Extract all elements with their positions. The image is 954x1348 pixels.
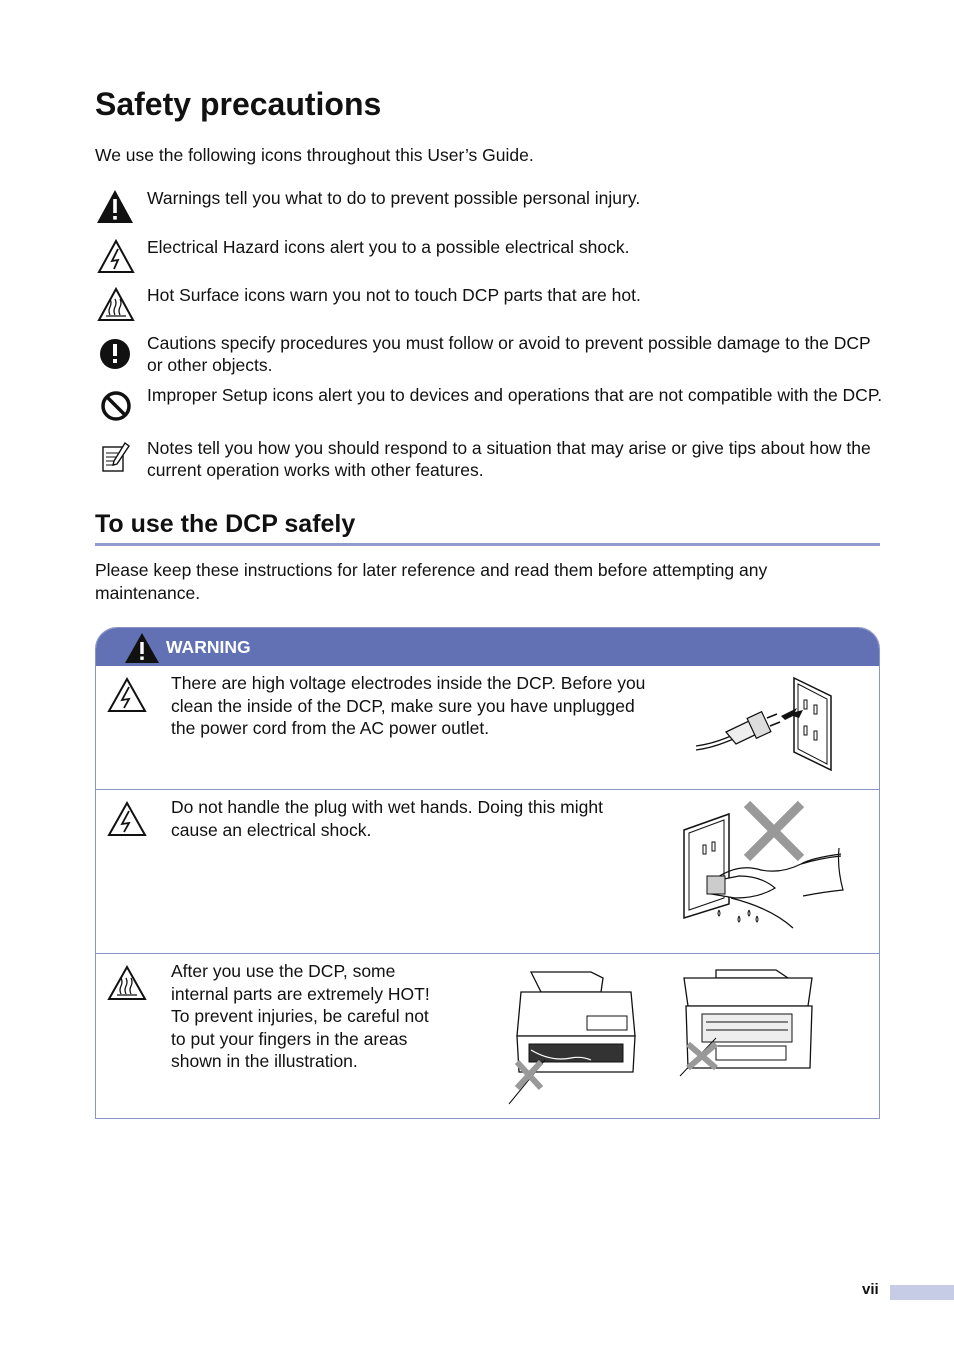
warning-label: WARNING [166, 637, 251, 657]
legend-text: Warnings tell you what to do to prevent possible personal injury. [147, 188, 641, 208]
hot-surface-icon [95, 284, 137, 326]
section-title: To use the DCP safely [95, 510, 356, 538]
legend-text: Electrical Hazard icons alert you to a possible electrical shock. [147, 237, 630, 257]
warning-icon [95, 187, 137, 229]
legend-text: Notes tell you how you should respond to a situation that may arise or give tips about how the current operation works with other features. [147, 438, 871, 480]
warning-row-text: Do not handle the plug with wet hands. Doing this might cause an electrical shock. [171, 797, 603, 840]
warning-row [96, 666, 879, 789]
warning-icon [124, 632, 160, 664]
printer-front-illustration [501, 964, 641, 1106]
warning-row [96, 953, 879, 1119]
caution-icon [95, 332, 137, 374]
wet-hands-illustration [681, 800, 851, 940]
warning-box [95, 627, 880, 1119]
hot-warning-text: After you use the DCP, some internal parts are extremely HOT! [171, 961, 430, 1004]
warning-row-text [171, 960, 433, 1073]
section-rule [95, 543, 880, 546]
electrical-hazard-icon [106, 800, 148, 840]
unplug-illustration [691, 674, 841, 772]
warning-header [96, 628, 879, 666]
legend-text: Hot Surface icons warn you not to touch DCP parts that are hot. [147, 285, 641, 305]
printer-back-illustration [676, 964, 821, 1106]
page-number-bar [890, 1285, 954, 1300]
section-text: Please keep these instructions for later reference and read them before attempting any maintenance. [95, 560, 768, 603]
page-title: Safety precautions [95, 86, 382, 122]
page-number: vii [862, 1281, 879, 1298]
hot-surface-icon [106, 964, 148, 1004]
improper-setup-icon [95, 384, 137, 426]
legend-text: Cautions specify procedures you must follow or avoid to prevent possible damage to the DCP or other objects. [147, 333, 871, 375]
warning-row [96, 789, 879, 954]
legend-text: Improper Setup icons alert you to devices and operations that are not compatible with the DCP. [147, 385, 883, 405]
note-icon [95, 437, 137, 479]
electrical-hazard-icon [95, 236, 137, 278]
intro-text: We use the following icons throughout this User’s Guide. [95, 145, 534, 165]
hot-instruction-text: To prevent injuries, be careful not to put your fingers in the areas shown in the illustration. [171, 1006, 429, 1071]
warning-row-text: There are high voltage electrodes inside the DCP. Before you clean the inside of the DCP, make sure you have unplugged the power cord from the AC power outlet. [171, 673, 646, 738]
electrical-hazard-icon [106, 676, 148, 716]
